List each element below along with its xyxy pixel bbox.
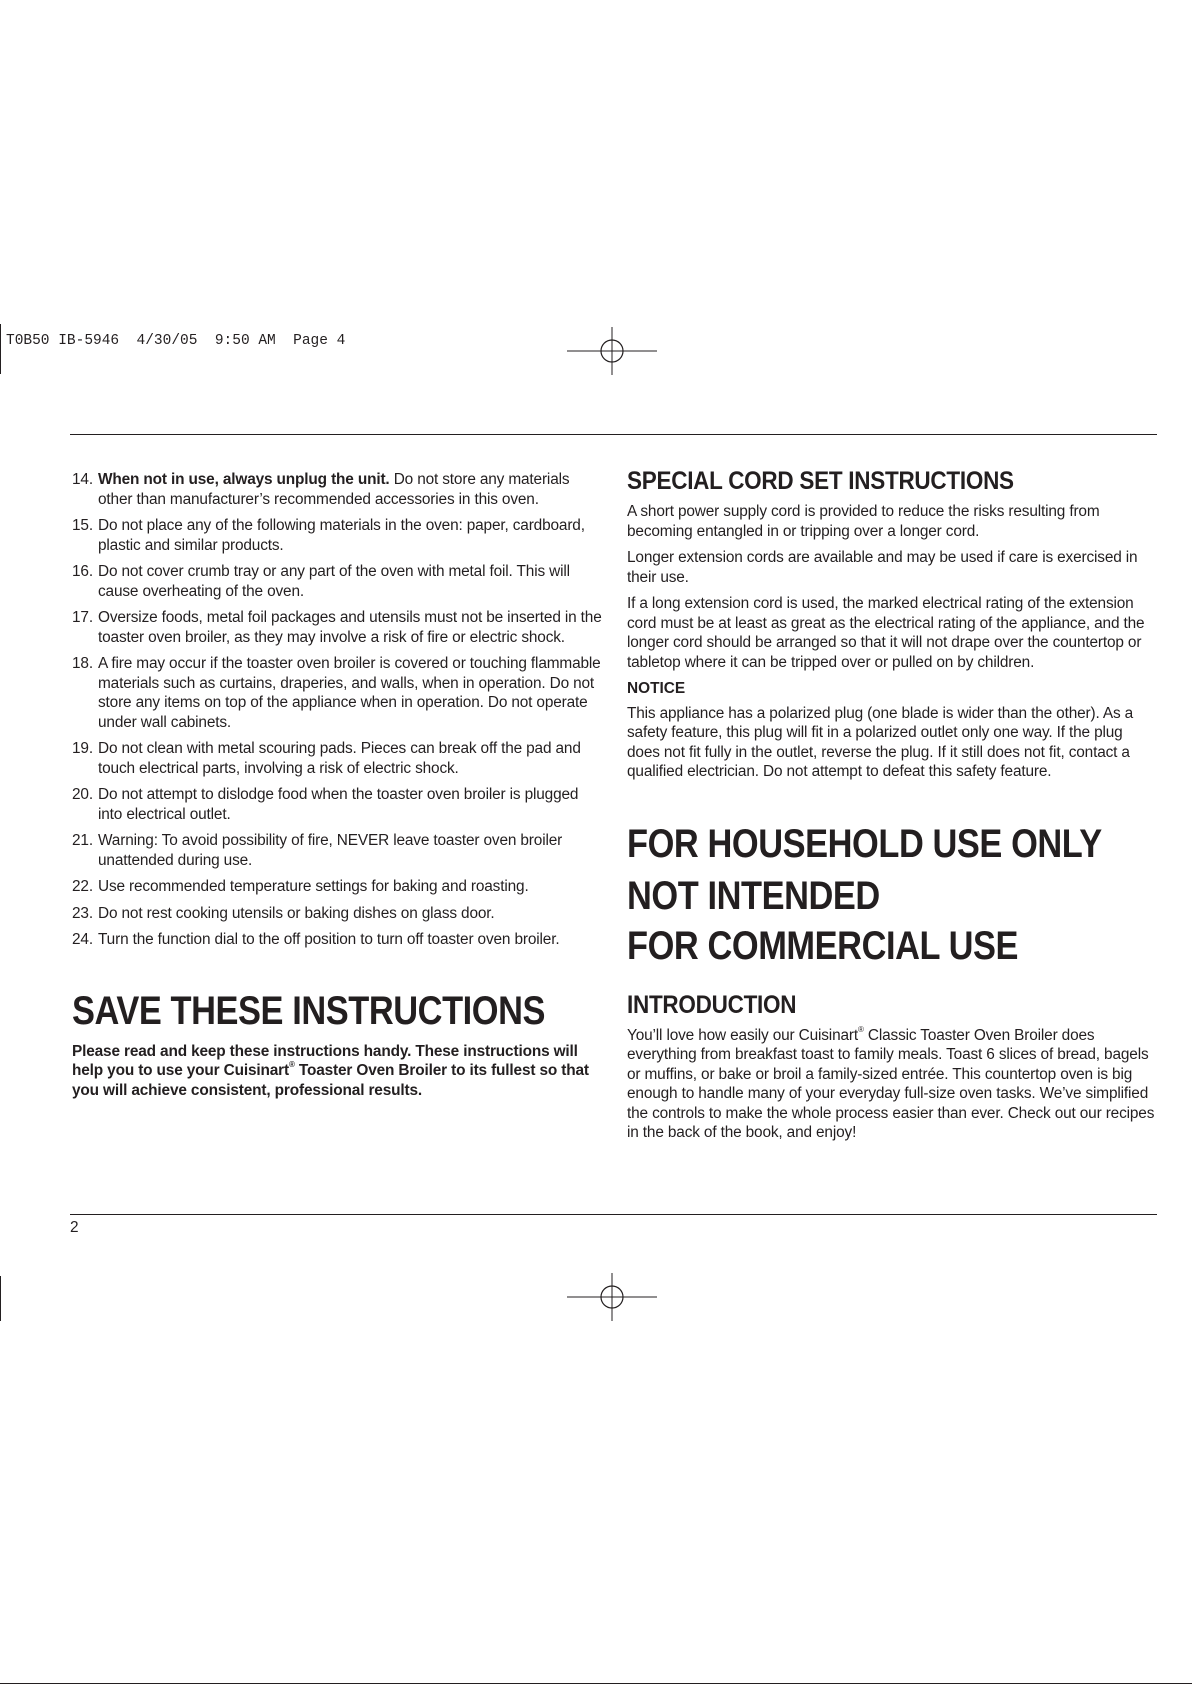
- footer-rule: [70, 1214, 1157, 1215]
- introduction-text: You’ll love how easily our Cuisinart® Classic Toaster Oven Broiler does everything from breakfast toast to family meals. Toast 6 slices of bread, bagels or muffins, or bake or broil a family-sized entrée. This countertop oven is big enough to handle many of your everyday full-size oven tasks. We’ve simplified the controls to make the whole process easier than ever. Check out our recipes in the back of the book, and enjoy!: [627, 1024, 1155, 1141]
- list-item: 23. Do not rest cooking utensils or baking dishes on glass door.: [72, 904, 495, 922]
- list-item: 18. A fire may occur if the toaster oven broiler is covered or touching flammable materials such as curtains, draperies, and walls, when in operation. Do not store any items on top of the appliance when in operation. Do not operate under wall cabinets.: [72, 655, 601, 731]
- save-instructions-note: Please read and keep these instructions handy. These instructions will help you to use your Cuisinart® Toaster Oven Broiler to its fullest so that you will achieve consistent, professional results.: [72, 1042, 589, 1099]
- registration-mark-bottom-icon: [567, 1273, 657, 1321]
- page-bottom-rule: [0, 1683, 1192, 1684]
- list-item: 19. Do not clean with metal scouring pads. Pieces can break off the pad and touch electrical parts, involving a risk of electric shock.: [72, 740, 581, 777]
- list-item: 17. Oversize foods, metal foil packages and utensils must not be inserted in the toaster oven broiler, as they may involve a risk of fire or electric shock.: [72, 609, 602, 646]
- cord-instructions-heading: SPECIAL CORD SET INSTRUCTIONS: [627, 467, 1014, 495]
- household-use-heading: FOR HOUSEHOLD USE ONLY: [627, 821, 1102, 866]
- cord-paragraph-2: Longer extension cords are available and may be used if care is exercised in their use.: [627, 549, 1138, 586]
- list-item: 24. Turn the function dial to the off position to turn off toaster oven broiler.: [72, 931, 560, 948]
- right-column: [627, 466, 1157, 1150]
- page-number: 2: [70, 1219, 79, 1236]
- cord-paragraph-1: A short power supply cord is provided to reduce the risks resulting from becoming entangled in or tripping over a longer cord.: [627, 503, 1100, 540]
- list-item: 20. Do not attempt to dislodge food when the toaster oven broiler is plugged into electrical outlet.: [72, 786, 579, 823]
- safety-instructions-list: [72, 470, 602, 950]
- introduction-heading: INTRODUCTION: [627, 990, 797, 1019]
- list-item: 15. Do not place any of the following materials in the oven: paper, cardboard, plastic and similar products.: [72, 517, 585, 554]
- list-item: 22. Use recommended temperature settings for baking and roasting.: [72, 878, 529, 895]
- left-column: [72, 470, 602, 1115]
- registration-mark-top-icon: [567, 327, 657, 375]
- notice-label: NOTICE: [627, 680, 686, 697]
- list-item: 14. When not in use, always unplug the unit. Do not store any materials other than manufacturer’s recommended accessories in this oven.: [72, 471, 570, 508]
- crop-mark-bottom-left: [0, 1276, 1, 1321]
- top-rule: [70, 434, 1157, 435]
- item-bold-lead: When not in use, always unplug the unit.: [98, 471, 390, 488]
- registered-mark: ®: [858, 1024, 864, 1034]
- notice-text: This appliance has a polarized plug (one blade is wider than the other). As a safety feature, this plug will fit in a polarized outlet only one way. If the plug does not fit fully in the outlet, reverse the plug. If it still does not fit, contact a qualified electrician. Do not attempt to defeat this safety feature.: [627, 704, 1134, 780]
- crop-mark-top-left: [0, 324, 1, 374]
- cord-paragraph-3: If a long extension cord is used, the marked electrical rating of the extension cord must be at least as great as the electrical rating of the appliance, and the longer cord should be arranged so that it will not drape over the countertop or tabletop where it can be tripped over or pulled on by children.: [627, 595, 1145, 671]
- save-instructions-heading: SAVE THESE INSTRUCTIONS: [72, 988, 546, 1033]
- registered-mark: ®: [288, 1060, 295, 1069]
- list-item: 21. Warning: To avoid possibility of fire, NEVER leave toaster oven broiler unattended during use.: [72, 832, 563, 869]
- print-slug: T0B50 IB-5946 4/30/05 9:50 AM Page 4: [6, 333, 346, 349]
- commercial-use-heading: FOR COMMERCIAL USE: [627, 923, 1019, 968]
- not-intended-heading: NOT INTENDED: [627, 873, 880, 918]
- list-item: 16. Do not cover crumb tray or any part of the oven with metal foil. This will cause overheating of the oven.: [72, 563, 570, 600]
